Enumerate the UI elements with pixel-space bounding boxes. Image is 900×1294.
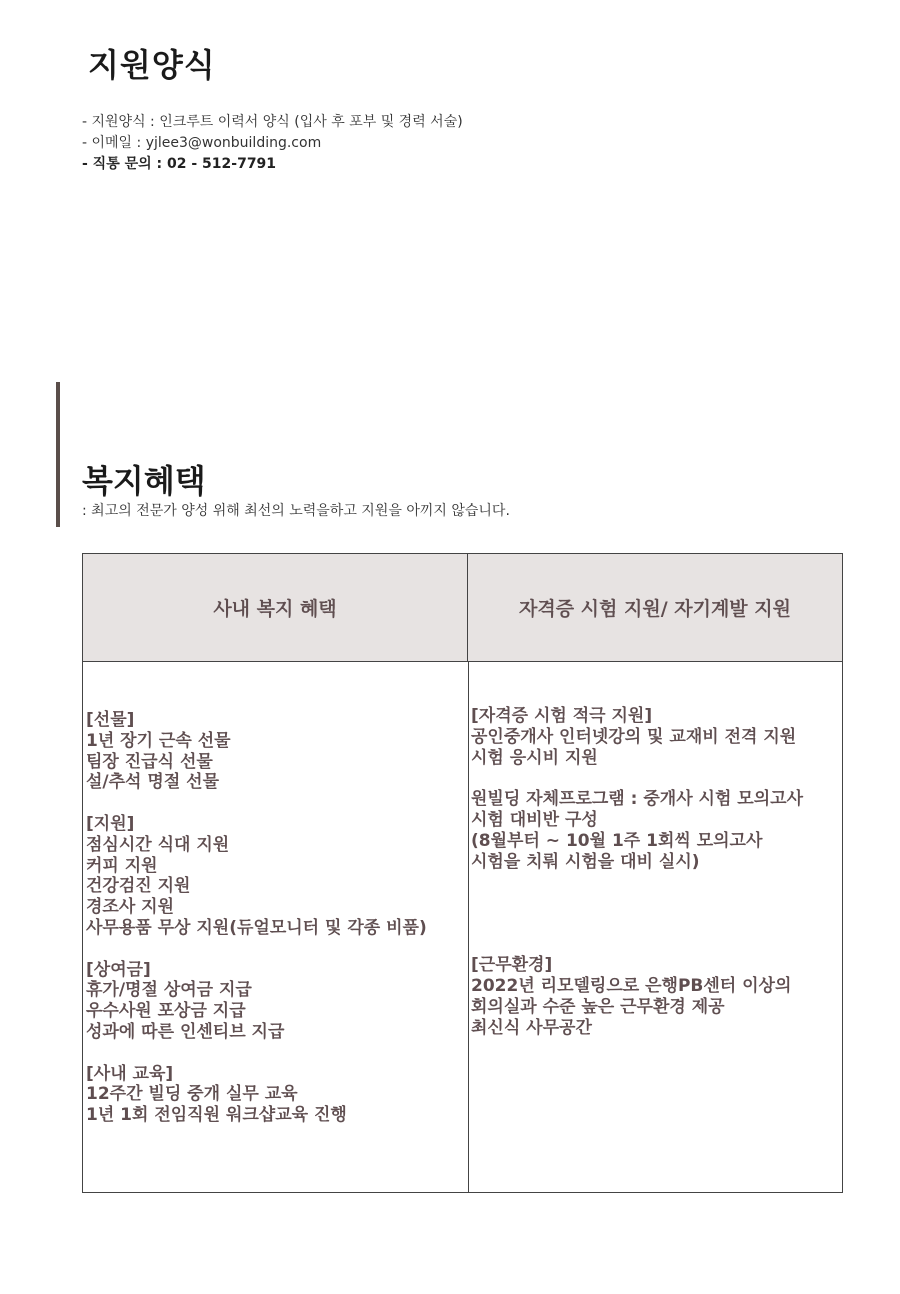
support-group-certification xyxy=(471,706,841,768)
benefit-group-gifts xyxy=(86,710,464,793)
section-accent-bar xyxy=(56,382,60,527)
certification-support-cell xyxy=(471,706,841,1059)
benefit-group-support xyxy=(86,814,464,939)
column-divider xyxy=(468,662,469,1192)
benefit-line: 사무용품 무상 지원(듀얼모니터 및 각종 비품) xyxy=(86,917,427,938)
benefit-line: 우수사원 포상금 지급 xyxy=(86,1001,246,1022)
support-line: (8월부터 ~ 10월 1주 1회씩 모의고사 xyxy=(471,830,763,851)
header-certification-support: 자격증 시험 지원/ 자기계발 지원 xyxy=(468,554,842,662)
support-line: 원빌딩 자체프로그램 : 중개사 시험 모의고사 xyxy=(471,789,803,810)
benefit-line: 1년 장기 근속 선물 xyxy=(86,730,231,751)
benefit-group-bonus xyxy=(86,960,464,1043)
support-line: [자격증 시험 적극 지원] xyxy=(471,706,653,726)
benefit-line: [사내 교육] xyxy=(86,1063,174,1084)
company-benefits-cell xyxy=(86,710,464,1147)
support-line: 시험 대비반 구성 xyxy=(471,809,598,830)
email-item: - 이메일 : yjlee3@wonbuilding.com xyxy=(82,135,322,151)
benefit-line: [상여금] xyxy=(86,959,151,980)
benefit-line: 1년 1회 전임직원 워크샵교육 진행 xyxy=(86,1105,347,1126)
benefits-title: 복지혜택 xyxy=(82,462,206,500)
benefits-subtitle: : 최고의 전문가 양성 위해 최선의 노력을하고 지원을 아끼지 않습니다. xyxy=(82,503,510,519)
support-group-program xyxy=(471,789,841,872)
support-line: 2022년 리모델링으로 은행PB센터 이상의 xyxy=(471,976,792,997)
support-line: 회의실과 수준 높은 근무환경 제공 xyxy=(471,996,725,1017)
benefit-line: 팀장 진급식 선물 xyxy=(86,751,213,772)
benefit-line: 휴가/명절 상여금 지급 xyxy=(86,980,252,1001)
benefit-line: 설/추석 명절 선물 xyxy=(86,772,219,793)
benefits-table xyxy=(82,553,843,1193)
support-line: 시험을 치뤄 시험을 대비 실시) xyxy=(471,851,700,872)
support-line: [근무환경] xyxy=(471,955,553,976)
benefit-line: [선물] xyxy=(86,710,135,730)
benefit-line: [지원] xyxy=(86,813,135,834)
page-title: 지원양식 xyxy=(88,46,216,84)
support-line: 공인중개사 인터넷강의 및 교재비 전격 지원 xyxy=(471,726,797,747)
application-info-list xyxy=(82,112,463,175)
support-line: 최신식 사무공간 xyxy=(471,1017,592,1038)
benefit-line: 성과에 따른 인센티브 지급 xyxy=(86,1021,285,1042)
benefit-line: 12주간 빌딩 중개 실무 교육 xyxy=(86,1084,298,1105)
benefit-group-training xyxy=(86,1064,464,1126)
benefit-line: 점심시간 식대 지원 xyxy=(86,834,230,855)
benefit-line: 커피 지원 xyxy=(86,855,158,876)
header-company-benefits: 사내 복지 혜택 xyxy=(83,554,468,662)
application-form-item: - 지원양식 : 인크루트 이력서 양식 (입사 후 포부 및 경력 서술) xyxy=(82,114,463,130)
benefit-line: 경조사 지원 xyxy=(86,897,175,918)
support-group-environment xyxy=(471,955,841,1038)
benefit-line: 건강검진 지원 xyxy=(86,876,191,897)
phone-item: - 직통 문의 : 02 - 512-7791 xyxy=(82,156,277,172)
support-line: 시험 응시비 지원 xyxy=(471,747,598,768)
